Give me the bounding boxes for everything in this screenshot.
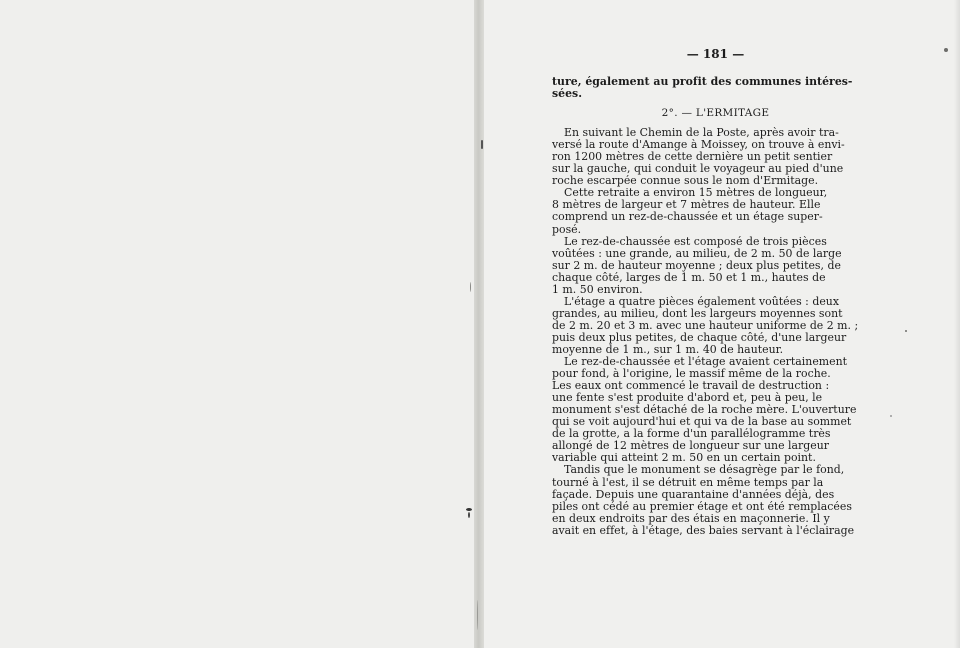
text-line: versé la route d'Amange à Moissey, on trouve à envi- [552, 139, 845, 152]
text-line: allongé de 12 mètres de longueur sur une largeur [552, 440, 829, 453]
text-line: sur 2 m. de hauteur moyenne ; deux plus petites, de [552, 259, 841, 272]
scan-speck [944, 48, 948, 52]
text-line: 1 m. 50 environ. [552, 283, 643, 296]
text-line: pour fond, à l'origine, le massif même de la roche. [552, 368, 831, 381]
page-number: — 181 — [686, 47, 745, 61]
text-line: puis deux plus petites, de chaque côté, d'une largeur [552, 331, 847, 344]
text-line: Cette retraite a environ 15 mètres de longueur, [564, 187, 828, 200]
text-line: de 2 m. 20 et 3 m. avec une hauteur uniforme de 2 m. ; [552, 319, 859, 332]
text-line: de la grotte, a la forme d'un parallélogramme très [552, 428, 831, 441]
text-line: en deux endroits par des étais en maçonnerie. Il y [552, 512, 830, 525]
paragraph [552, 356, 879, 464]
text-line: comprend un rez-de-chaussée et un étage super- [552, 211, 823, 224]
left-page [0, 0, 478, 648]
section-heading: 2°. — L'ERMITAGE [661, 107, 770, 120]
paragraph [552, 127, 879, 187]
text-line: voûtées : une grande, au milieu, de 2 m. 50 de large [552, 247, 842, 260]
scan-speck [466, 508, 472, 511]
text-line: variable qui atteint 2 m. 50 en un certain point. [552, 452, 816, 465]
text-line: une fente s'est produite d'abord et, peu à peu, le [552, 392, 823, 405]
page-text [552, 46, 879, 537]
scan-speck [477, 600, 478, 630]
text-line: avait en effet, à l'étage, des baies servant à l'éclairage [552, 524, 855, 537]
paragraph [552, 296, 879, 356]
text-line: L'étage a quatre pièces également voûtées : deux [564, 295, 840, 308]
text-line: grandes, au milieu, dont les largeurs moyennes sont [552, 307, 843, 320]
text-line: qui se voit aujourd'hui et qui va de la base au sommet [552, 416, 852, 429]
text-line: Les eaux ont commencé le travail de destruction : [552, 380, 830, 393]
text-line: moyenne de 1 m., sur 1 m. 40 de hauteur. [552, 343, 784, 356]
text-line: ture, également au profit des communes intéres- [552, 76, 853, 88]
text-line: Tandis que le monument se désagrège par le fond, [564, 464, 845, 477]
paragraph [552, 464, 879, 536]
text-line: chaque côté, larges de 1 m. 50 et 1 m., hautes de [552, 271, 826, 284]
text-line: monument s'est détaché de la roche mère. L'ouverture [552, 404, 857, 417]
paragraph-continuation [552, 76, 879, 100]
text-line: sées. [552, 88, 583, 101]
paragraph [552, 236, 879, 296]
text-line: façade. Depuis une quarantaine d'années déjà, des [552, 488, 835, 501]
paragraph [552, 187, 879, 235]
text-line: roche escarpée connue sous le nom d'Ermitage. [552, 175, 819, 188]
scan-speck [468, 512, 470, 518]
text-line: sur la gauche, qui conduit le voyageur au pied d'une [552, 163, 844, 176]
scan-speck [905, 330, 907, 332]
scan-speck [481, 140, 483, 149]
text-line: 8 mètres de largeur et 7 mètres de hauteur. Elle [552, 199, 821, 212]
scan-speck [890, 415, 892, 417]
page-edge-shadow [954, 0, 960, 648]
text-line: Le rez-de-chaussée et l'étage avaient certainement [564, 356, 848, 369]
text-line: En suivant le Chemin de la Poste, après avoir tra- [564, 127, 839, 140]
scan-speck [470, 282, 471, 292]
text-line: piles ont cédé au premier étage et ont été remplacées [552, 500, 852, 513]
book-gutter [474, 0, 484, 648]
text-line: posé. [552, 223, 582, 236]
text-line: tourné à l'est, il se détruit en même temps par la [552, 476, 824, 489]
text-line: ron 1200 mètres de cette dernière un petit sentier [552, 151, 833, 164]
text-line: Le rez-de-chaussée est composé de trois pièces [564, 235, 827, 248]
